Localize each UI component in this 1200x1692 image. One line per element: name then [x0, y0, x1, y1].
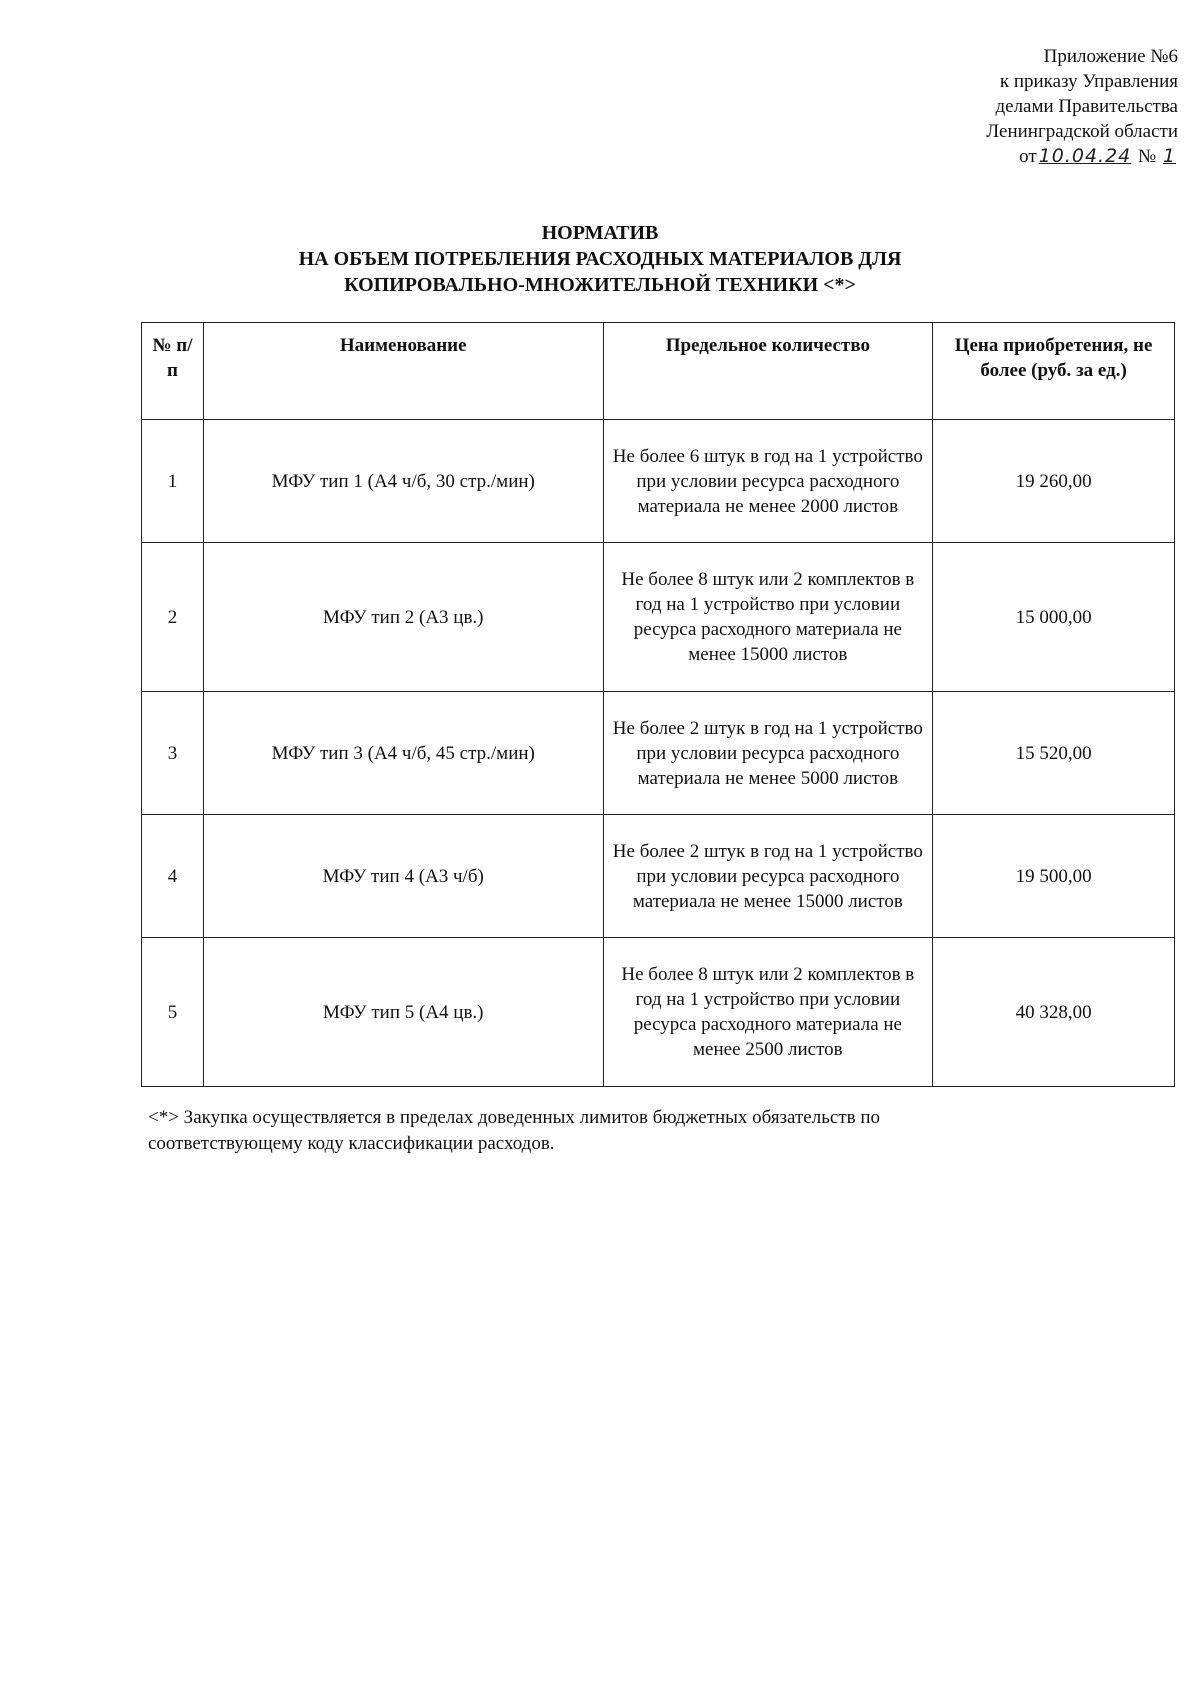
handwritten-date: 10.04.24	[1038, 145, 1132, 167]
cell-price: 15 000,00	[933, 543, 1175, 692]
annex-line-4: Ленинградской области	[986, 121, 1178, 142]
cell-num: 5	[142, 938, 204, 1087]
cell-qty: Не более 8 штук или 2 комплектов в год на 1 устройство при условии ресурса расходного материала не менее 2500 листов	[603, 938, 933, 1087]
number-prefix: №	[1138, 146, 1157, 167]
cell-num: 4	[142, 815, 204, 938]
annex-line-2: к приказу Управления	[999, 71, 1178, 92]
cell-name: МФУ тип 1 (А4 ч/б, 30 стр./мин)	[203, 420, 603, 543]
annex-block	[986, 44, 1178, 169]
norm-table	[141, 322, 1175, 1087]
cell-num: 1	[142, 420, 204, 543]
cell-price: 15 520,00	[933, 692, 1175, 815]
table-header-row	[142, 323, 1175, 420]
header-qty: Предельное количество	[603, 323, 933, 420]
title-line-3: КОПИРОВАЛЬНО-МНОЖИТЕЛЬНОЙ ТЕХНИКИ <*>	[344, 274, 856, 296]
cell-qty: Не более 2 штук в год на 1 устройство при условии ресурса расходного материала не менее 5000 листов	[603, 692, 933, 815]
cell-name: МФУ тип 5 (А4 цв.)	[203, 938, 603, 1087]
cell-qty: Не более 6 штук в год на 1 устройство при условии ресурса расходного материала не менее 2000 листов	[603, 420, 933, 543]
header-name: Наименование	[203, 323, 603, 420]
header-num: № п/п	[142, 323, 204, 420]
cell-price: 40 328,00	[933, 938, 1175, 1087]
cell-qty: Не более 8 штук или 2 комплектов в год на 1 устройство при условии ресурса расходного материала не менее 15000 листов	[603, 543, 933, 692]
cell-name: МФУ тип 3 (А4 ч/б, 45 стр./мин)	[203, 692, 603, 815]
annex-line-1: Приложение №6	[1043, 46, 1178, 67]
handwritten-number: 1	[1162, 145, 1176, 167]
footnote-line-1: <*> Закупка осуществляется в пределах доведенных лимитов бюджетных обязательств по	[148, 1107, 881, 1128]
annex-date-line	[986, 144, 1178, 169]
title-line-2: НА ОБЪЕМ ПОТРЕБЛЕНИЯ РАСХОДНЫХ МАТЕРИАЛОВ ДЛЯ	[298, 248, 902, 270]
table-row	[142, 420, 1175, 543]
title-line-1: НОРМАТИВ	[541, 222, 659, 244]
footnote	[148, 1105, 1048, 1157]
cell-name: МФУ тип 4 (А3 ч/б)	[203, 815, 603, 938]
cell-price: 19 260,00	[933, 420, 1175, 543]
cell-num: 3	[142, 692, 204, 815]
table-row	[142, 692, 1175, 815]
footnote-line-2: соответствующему коду классификации расходов.	[148, 1133, 555, 1154]
cell-price: 19 500,00	[933, 815, 1175, 938]
table-row	[142, 543, 1175, 692]
date-prefix: от	[1019, 146, 1037, 167]
cell-name: МФУ тип 2 (А3 цв.)	[203, 543, 603, 692]
document-title	[0, 220, 1200, 298]
table-row	[142, 815, 1175, 938]
header-price: Цена приобретения, не более (руб. за ед.)	[933, 323, 1175, 420]
cell-qty: Не более 2 штук в год на 1 устройство при условии ресурса расходного материала не менее 15000 листов	[603, 815, 933, 938]
cell-num: 2	[142, 543, 204, 692]
annex-line-3: делами Правительства	[995, 96, 1178, 117]
table-row	[142, 938, 1175, 1087]
